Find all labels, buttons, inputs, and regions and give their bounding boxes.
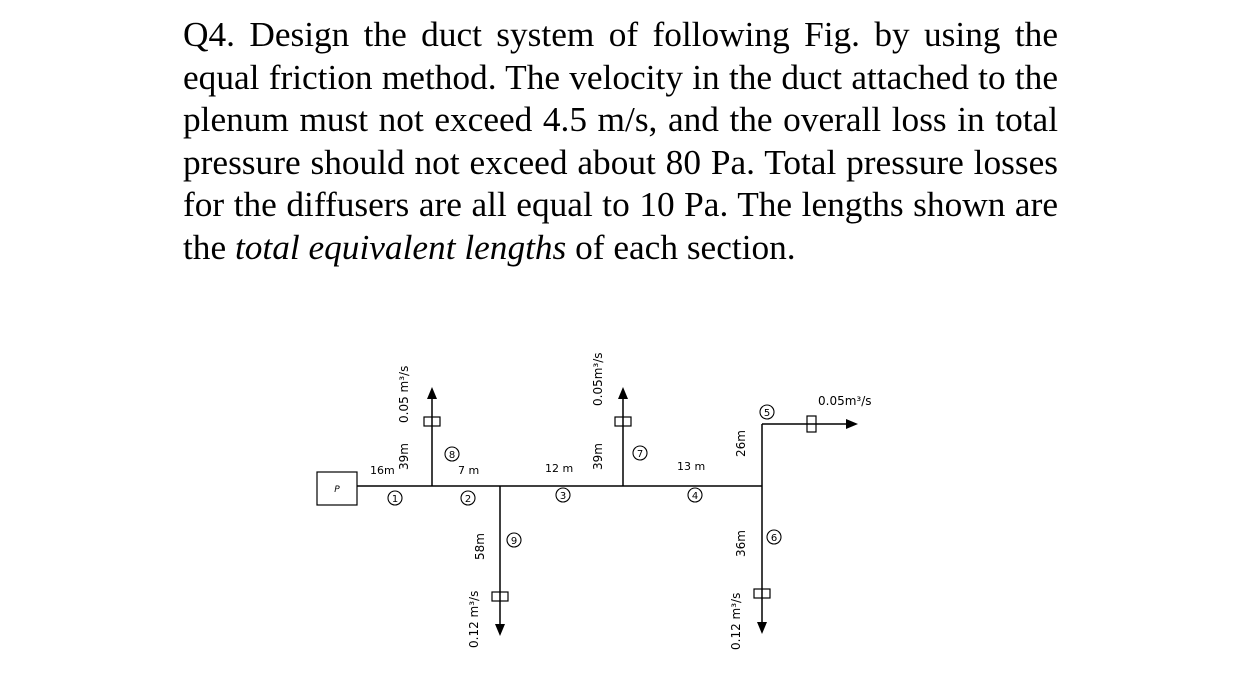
- section-number-7: 7: [636, 449, 644, 460]
- length-section-2: 7 m: [458, 464, 480, 477]
- flow-section-9: 0.12 m³/s: [467, 590, 481, 648]
- length-section-3: 12 m: [545, 462, 574, 475]
- flow-section-8: 0.05 m³/s: [397, 365, 411, 423]
- arrow-right-icon: [846, 419, 858, 429]
- arrow-down-icon: [495, 624, 505, 636]
- arrow-down-icon: [757, 622, 767, 634]
- arrow-up-icon: [427, 387, 437, 399]
- length-section-5: 26m: [734, 430, 748, 457]
- flow-section-5: 0.05m³/s: [818, 394, 872, 408]
- question-body: Q4. Design the duct system of following Fig. by using the equal friction method. The velocity in the duct attached to the plenum must not exceed 4.5 m/s, and the overall loss in total pressure should not exceed about 80 Pa. Total pressure losses for the diffusers are all equal to 10 Pa. The lengths shown are the: [183, 15, 1058, 267]
- flow-section-7: 0.05m³/s: [591, 352, 605, 406]
- section-number-8: 8: [448, 450, 456, 461]
- length-section-7: 39m: [591, 443, 605, 470]
- length-section-1: 16m: [370, 464, 395, 477]
- section-number-6: 6: [770, 533, 778, 544]
- question-ending: of each section.: [566, 227, 796, 267]
- question-italic-phrase: total equivalent lengths: [234, 227, 567, 267]
- arrow-up-icon: [618, 387, 628, 399]
- length-section-8: 39m: [397, 443, 411, 470]
- flow-section-6: 0.12 m³/s: [729, 592, 743, 650]
- length-section-9: 58m: [473, 533, 487, 560]
- section-number-4: 4: [691, 491, 699, 502]
- section-number-3: 3: [559, 491, 567, 502]
- section-number-9: 9: [510, 536, 518, 547]
- section-number-1: 1: [391, 494, 399, 505]
- section-number-5: 5: [763, 408, 771, 419]
- length-section-4: 13 m: [677, 460, 706, 473]
- section-number-2: 2: [464, 494, 472, 505]
- length-section-6: 36m: [734, 530, 748, 557]
- plenum-label: P: [334, 485, 340, 495]
